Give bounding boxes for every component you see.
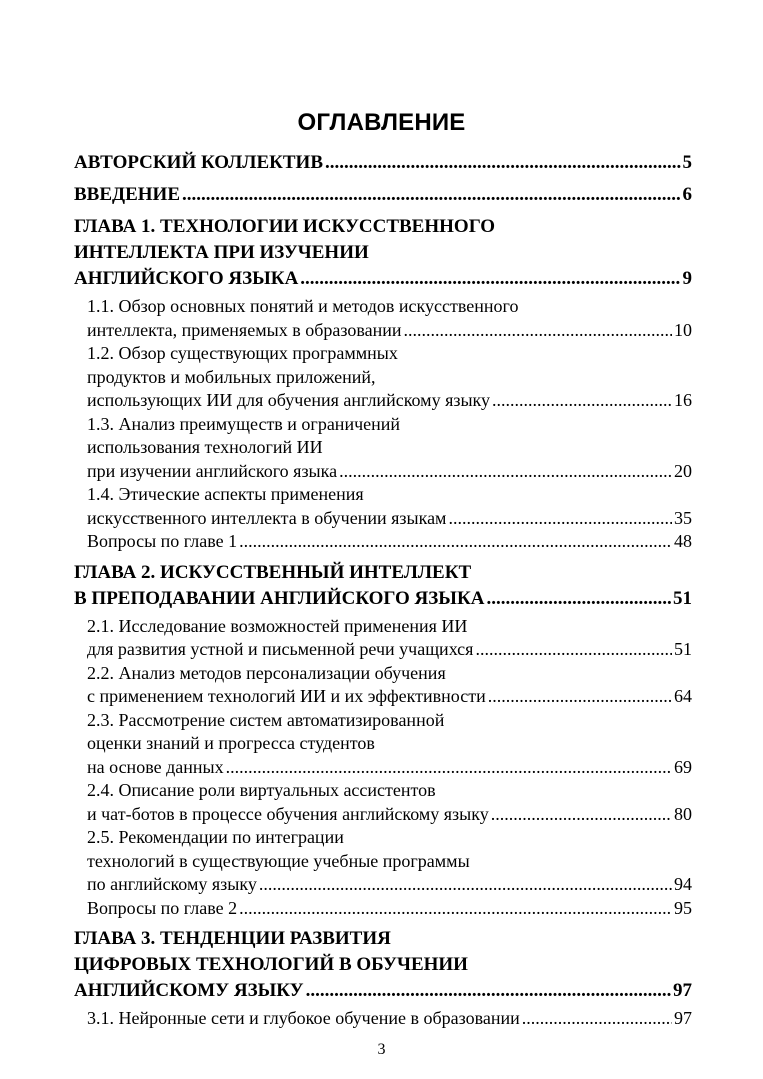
toc-section-entry[interactable] bbox=[74, 662, 692, 709]
toc-entry-text: Вопросы по главе 2 bbox=[87, 897, 238, 918]
toc-section-entry[interactable] bbox=[74, 483, 692, 530]
toc-page-number: 51 bbox=[674, 639, 692, 659]
toc-entry-text: 1.2. Обзор существующих программных bbox=[87, 343, 398, 363]
toc-section-entry[interactable] bbox=[74, 530, 692, 554]
table-of-contents bbox=[74, 150, 692, 1031]
dot-leader bbox=[306, 978, 671, 1004]
toc-page-number: 97 bbox=[674, 1008, 692, 1028]
toc-entry-text: продуктов и мобильных приложений, bbox=[87, 366, 376, 387]
toc-page-number: 95 bbox=[674, 897, 692, 918]
toc-section-entry[interactable] bbox=[74, 615, 692, 662]
toc-entry-text: при изучении английского языка bbox=[87, 460, 338, 481]
toc-entry-text: технологий в существующие учебные программы bbox=[87, 850, 470, 871]
toc-entry-text: Вопросы по главе 1 bbox=[87, 531, 238, 551]
dot-leader bbox=[259, 873, 672, 897]
toc-chapter-entry[interactable] bbox=[74, 182, 692, 208]
toc-entry-text: интеллекта, применяемых в образовании bbox=[87, 319, 402, 340]
toc-entry-text: 2.4. Описание роли виртуальных ассистентов bbox=[87, 780, 436, 800]
toc-entry-text: 2.5. Рекомендации по интеграции bbox=[87, 827, 344, 847]
toc-entry-text: 2.3. Рассмотрение систем автоматизированной bbox=[87, 709, 445, 730]
dot-leader bbox=[182, 182, 681, 208]
toc-entry-text: с применением технологий ИИ и их эффективности bbox=[87, 686, 486, 706]
toc-page-number: 9 bbox=[682, 268, 692, 289]
toc-page-number: 20 bbox=[674, 460, 692, 481]
dot-leader bbox=[492, 389, 672, 413]
toc-entry-text: АНГЛИЙСКОГО ЯЗЫКА bbox=[74, 268, 299, 289]
toc-page-number: 94 bbox=[674, 874, 692, 894]
toc-entry-text: ГЛАВА 3. ТЕНДЕНЦИИ РАЗВИТИЯ bbox=[74, 928, 391, 949]
toc-page-number: 10 bbox=[674, 319, 692, 340]
toc-page-number: 5 bbox=[682, 152, 692, 173]
toc-page-number: 64 bbox=[674, 686, 692, 706]
dot-leader bbox=[325, 150, 680, 176]
toc-page-number: 16 bbox=[674, 390, 692, 410]
dot-leader bbox=[404, 319, 673, 343]
toc-page-number: 6 bbox=[682, 184, 692, 205]
toc-entry-text: 1.1. Обзор основных понятий и методов искусственного bbox=[87, 296, 519, 316]
toc-section-entry[interactable] bbox=[74, 826, 692, 897]
toc-entry-text: на основе данных bbox=[87, 756, 224, 777]
dot-leader bbox=[300, 266, 680, 292]
toc-section-entry[interactable] bbox=[74, 1007, 692, 1031]
page-number: 3 bbox=[377, 1041, 386, 1058]
dot-leader bbox=[339, 460, 672, 484]
toc-page-number: 35 bbox=[674, 507, 692, 528]
toc-entry-text: ГЛАВА 1. ТЕХНОЛОГИИ ИСКУССТВЕННОГО bbox=[74, 216, 496, 237]
toc-entry-text: 2.2. Анализ методов персонализации обучения bbox=[87, 662, 446, 683]
toc-chapter-entry[interactable] bbox=[74, 150, 692, 176]
toc-entry-text: ГЛАВА 2. ИСКУССТВЕННЫЙ ИНТЕЛЛЕКТ bbox=[74, 561, 472, 583]
toc-chapter-entry[interactable] bbox=[74, 214, 692, 292]
toc-section-entry[interactable] bbox=[74, 897, 692, 921]
toc-entry-text: 2.1. Исследование возможностей применения ИИ bbox=[87, 615, 468, 636]
toc-entry-text: 1.4. Этические аспекты применения bbox=[87, 484, 364, 504]
toc-entry-text: АНГЛИЙСКОМУ ЯЗЫКУ bbox=[74, 980, 304, 1001]
dot-leader bbox=[522, 1007, 672, 1031]
toc-page-number: 97 bbox=[673, 980, 692, 1001]
toc-entry-text: искусственного интеллекта в обучении языкам bbox=[87, 507, 447, 528]
toc-entry-text: АВТОРСКИЙ КОЛЛЕКТИВ bbox=[74, 152, 324, 173]
toc-entry-text: ИНТЕЛЛЕКТА ПРИ ИЗУЧЕНИИ bbox=[74, 242, 369, 263]
toc-entry-text: использующих ИИ для обучения английскому языку bbox=[87, 390, 491, 410]
toc-entry-text: использования технологий ИИ bbox=[87, 437, 323, 457]
toc-entry-text: оценки знаний и прогресса студентов bbox=[87, 733, 375, 753]
toc-chapter-entry[interactable] bbox=[74, 560, 692, 612]
toc-entry-text: по английскому языку bbox=[87, 874, 257, 894]
toc-chapter-entry[interactable] bbox=[74, 926, 692, 1004]
page-title: ОГЛАВЛЕНИЕ bbox=[297, 109, 466, 136]
dot-leader bbox=[239, 897, 672, 921]
toc-page-number: 69 bbox=[674, 756, 692, 777]
toc-entry-text: ЦИФРОВЫХ ТЕХНОЛОГИЙ В ОБУЧЕНИИ bbox=[74, 954, 468, 975]
dot-leader bbox=[239, 530, 672, 554]
toc-page-number: 80 bbox=[674, 803, 692, 824]
toc-entry-text: ВВЕДЕНИЕ bbox=[74, 184, 180, 205]
dot-leader bbox=[488, 685, 672, 709]
toc-entry-text: для развития устной и письменной речи учащихся bbox=[87, 639, 474, 659]
dot-leader bbox=[486, 586, 671, 612]
toc-entry-text: и чат-ботов в процессе обучения английскому языку bbox=[87, 803, 489, 824]
dot-leader bbox=[226, 756, 672, 780]
toc-entry-text: В ПРЕПОДАВАНИИ АНГЛИЙСКОГО ЯЗЫКА bbox=[74, 587, 485, 609]
toc-entry-text: 1.3. Анализ преимуществ и ограничений bbox=[87, 413, 401, 434]
dot-leader bbox=[491, 803, 672, 827]
toc-section-entry[interactable] bbox=[74, 779, 692, 826]
toc-page-number: 48 bbox=[674, 531, 692, 551]
toc-section-entry[interactable] bbox=[74, 295, 692, 342]
toc-section-entry[interactable] bbox=[74, 413, 692, 484]
toc-page-number: 51 bbox=[673, 587, 692, 609]
dot-leader bbox=[475, 638, 672, 662]
toc-section-entry[interactable] bbox=[74, 709, 692, 780]
toc-entry-text: 3.1. Нейронные сети и глубокое обучение в образовании bbox=[87, 1008, 520, 1028]
toc-section-entry[interactable] bbox=[74, 342, 692, 413]
dot-leader bbox=[448, 507, 672, 531]
